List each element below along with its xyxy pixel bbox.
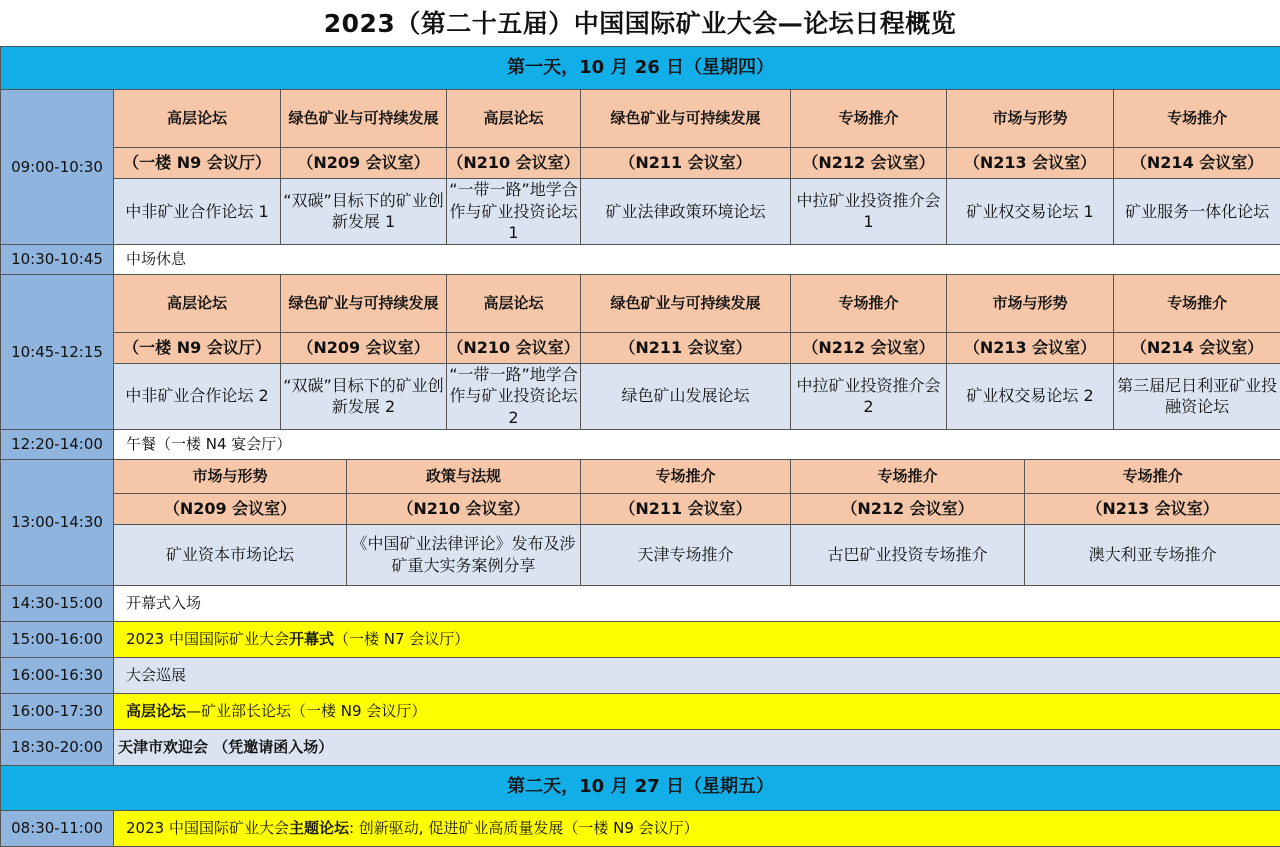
- session3-room-5: （N213 会议室）: [1025, 493, 1280, 524]
- tour-row: [1, 657, 1280, 693]
- session1-topic-4: 矿业法律政策环境论坛: [581, 179, 791, 245]
- lunch-time: 12:20-14:00: [1, 429, 114, 459]
- session1-room-6: （N213 会议室）: [947, 148, 1114, 179]
- session2-topic-4: 绿色矿山发展论坛: [581, 363, 791, 429]
- session3-header-1: 市场与形势: [114, 459, 347, 493]
- theme-time: 08:30-11:00: [1, 810, 114, 846]
- session1-room-3: （N210 会议室）: [447, 148, 581, 179]
- session2-topic-row: [1, 363, 1280, 429]
- session2-header-1: 高层论坛: [114, 274, 281, 332]
- session1-room-7: （N214 会议室）: [1114, 148, 1280, 179]
- session3-room-row: [1, 493, 1280, 524]
- opening-row: [1, 621, 1280, 657]
- opening-time: 15:00-16:00: [1, 621, 114, 657]
- session2-room-6: （N213 会议室）: [947, 332, 1114, 363]
- tour-text: 大会巡展: [114, 657, 1280, 693]
- session2-topic-7: 第三届尼日利亚矿业投融资论坛: [1114, 363, 1280, 429]
- theme-post: : 创新驱动, 促进矿业高质量发展（一楼 N9 会议厅）: [349, 819, 699, 837]
- opening-post: （一楼 N7 会议厅）: [334, 630, 469, 648]
- session1-topic-6: 矿业权交易论坛 1: [947, 179, 1114, 245]
- minister-time: 16:00-17:30: [1, 693, 114, 729]
- minister-text: [114, 693, 1280, 729]
- break-time: 10:30-10:45: [1, 244, 114, 274]
- day2-heading: 第二天，10 月 27 日（星期五）: [1, 765, 1280, 810]
- day1-row: [1, 47, 1280, 90]
- session2-topic-1: 中非矿业合作论坛 2: [114, 363, 281, 429]
- session2-room-row: [1, 332, 1280, 363]
- opening-pre: 2023 中国国际矿业大会: [126, 630, 289, 648]
- session2-topic-3: “一带一路”地学合作与矿业投资论坛 2: [447, 363, 581, 429]
- session3-time: 13:00-14:30: [1, 459, 114, 585]
- session2-header-6: 市场与形势: [947, 274, 1114, 332]
- session1-header-row: [1, 90, 1280, 148]
- session3-header-3: 专场推介: [581, 459, 791, 493]
- minister-bold: 高层论坛: [126, 702, 186, 720]
- page-title: 2023（第二十五届）中国国际矿业大会—论坛日程概览: [0, 0, 1280, 46]
- session1-header-1: 高层论坛: [114, 90, 281, 148]
- session2-header-7: 专场推介: [1114, 274, 1280, 332]
- session1-header-4: 绿色矿业与可持续发展: [581, 90, 791, 148]
- session1-topic-1: 中非矿业合作论坛 1: [114, 179, 281, 245]
- session2-header-3: 高层论坛: [447, 274, 581, 332]
- session2-room-4: （N211 会议室）: [581, 332, 791, 363]
- session1-time: 09:00-10:30: [1, 90, 114, 245]
- break-row: [1, 244, 1280, 274]
- session3-room-1: （N209 会议室）: [114, 493, 347, 524]
- session2-room-3: （N210 会议室）: [447, 332, 581, 363]
- session1-topic-row: [1, 179, 1280, 245]
- session1-room-5: （N212 会议室）: [791, 148, 947, 179]
- minister-post: —矿业部长论坛（一楼 N9 会议厅）: [186, 702, 426, 720]
- welcome-row: [1, 729, 1280, 765]
- theme-bold: 主题论坛: [289, 819, 349, 837]
- session3-topic-1: 矿业资本市场论坛: [114, 524, 347, 585]
- session1-topic-5: 中拉矿业投资推介会 1: [791, 179, 947, 245]
- session1-header-2: 绿色矿业与可持续发展: [281, 90, 447, 148]
- session1-topic-7: 矿业服务一体化论坛: [1114, 179, 1280, 245]
- session2-topic-2: “双碳”目标下的矿业创新发展 2: [281, 363, 447, 429]
- session1-header-7: 专场推介: [1114, 90, 1280, 148]
- session3-topic-5: 澳大利亚专场推介: [1025, 524, 1280, 585]
- lunch-text: 午餐（一楼 N4 宴会厅）: [114, 429, 1280, 459]
- welcome-text: 天津市欢迎会 （凭邀请函入场）: [114, 729, 1280, 765]
- session2-room-5: （N212 会议室）: [791, 332, 947, 363]
- theme-pre: 2023 中国国际矿业大会: [126, 819, 289, 837]
- session3-topic-2: 《中国矿业法律评论》发布及涉矿重大实务案例分享: [347, 524, 581, 585]
- session3-header-row: [1, 459, 1280, 493]
- session3-room-4: （N212 会议室）: [791, 493, 1025, 524]
- tour-time: 16:00-16:30: [1, 657, 114, 693]
- session1-header-3: 高层论坛: [447, 90, 581, 148]
- session3-room-3: （N211 会议室）: [581, 493, 791, 524]
- session2-header-2: 绿色矿业与可持续发展: [281, 274, 447, 332]
- session1-topic-3: “一带一路”地学合作与矿业投资论坛 1: [447, 179, 581, 245]
- session2-topic-5: 中拉矿业投资推介会 2: [791, 363, 947, 429]
- session1-topic-2: “双碳”目标下的矿业创新发展 1: [281, 179, 447, 245]
- day1-heading: 第一天，10 月 26 日（星期四）: [1, 47, 1280, 90]
- session3-header-5: 专场推介: [1025, 459, 1280, 493]
- break-text: 中场休息: [114, 244, 1280, 274]
- session2-header-4: 绿色矿业与可持续发展: [581, 274, 791, 332]
- entry-text: 开幕式入场: [114, 585, 1280, 621]
- session1-room-2: （N209 会议室）: [281, 148, 447, 179]
- session2-topic-6: 矿业权交易论坛 2: [947, 363, 1114, 429]
- welcome-time: 18:30-20:00: [1, 729, 114, 765]
- session1-room-4: （N211 会议室）: [581, 148, 791, 179]
- session1-header-6: 市场与形势: [947, 90, 1114, 148]
- opening-text: [114, 621, 1280, 657]
- session3-header-4: 专场推介: [791, 459, 1025, 493]
- session3-topic-row: [1, 524, 1280, 585]
- minister-row: [1, 693, 1280, 729]
- theme-row: [1, 810, 1280, 846]
- session1-header-5: 专场推介: [791, 90, 947, 148]
- day2-row: [1, 765, 1280, 810]
- opening-bold: 开幕式: [289, 630, 334, 648]
- session2-time: 10:45-12:15: [1, 274, 114, 429]
- session2-room-1: （一楼 N9 会议厅）: [114, 332, 281, 363]
- session2-room-2: （N209 会议室）: [281, 332, 447, 363]
- schedule-table: [0, 46, 1280, 847]
- session3-room-2: （N210 会议室）: [347, 493, 581, 524]
- entry-time: 14:30-15:00: [1, 585, 114, 621]
- session1-room-1: （一楼 N9 会议厅）: [114, 148, 281, 179]
- session2-header-5: 专场推介: [791, 274, 947, 332]
- session3-topic-4: 古巴矿业投资专场推介: [791, 524, 1025, 585]
- lunch-row: [1, 429, 1280, 459]
- session2-room-7: （N214 会议室）: [1114, 332, 1280, 363]
- theme-text: [114, 810, 1280, 846]
- session1-room-row: [1, 148, 1280, 179]
- entry-row: [1, 585, 1280, 621]
- session3-header-2: 政策与法规: [347, 459, 581, 493]
- session3-topic-3: 天津专场推介: [581, 524, 791, 585]
- session2-header-row: [1, 274, 1280, 332]
